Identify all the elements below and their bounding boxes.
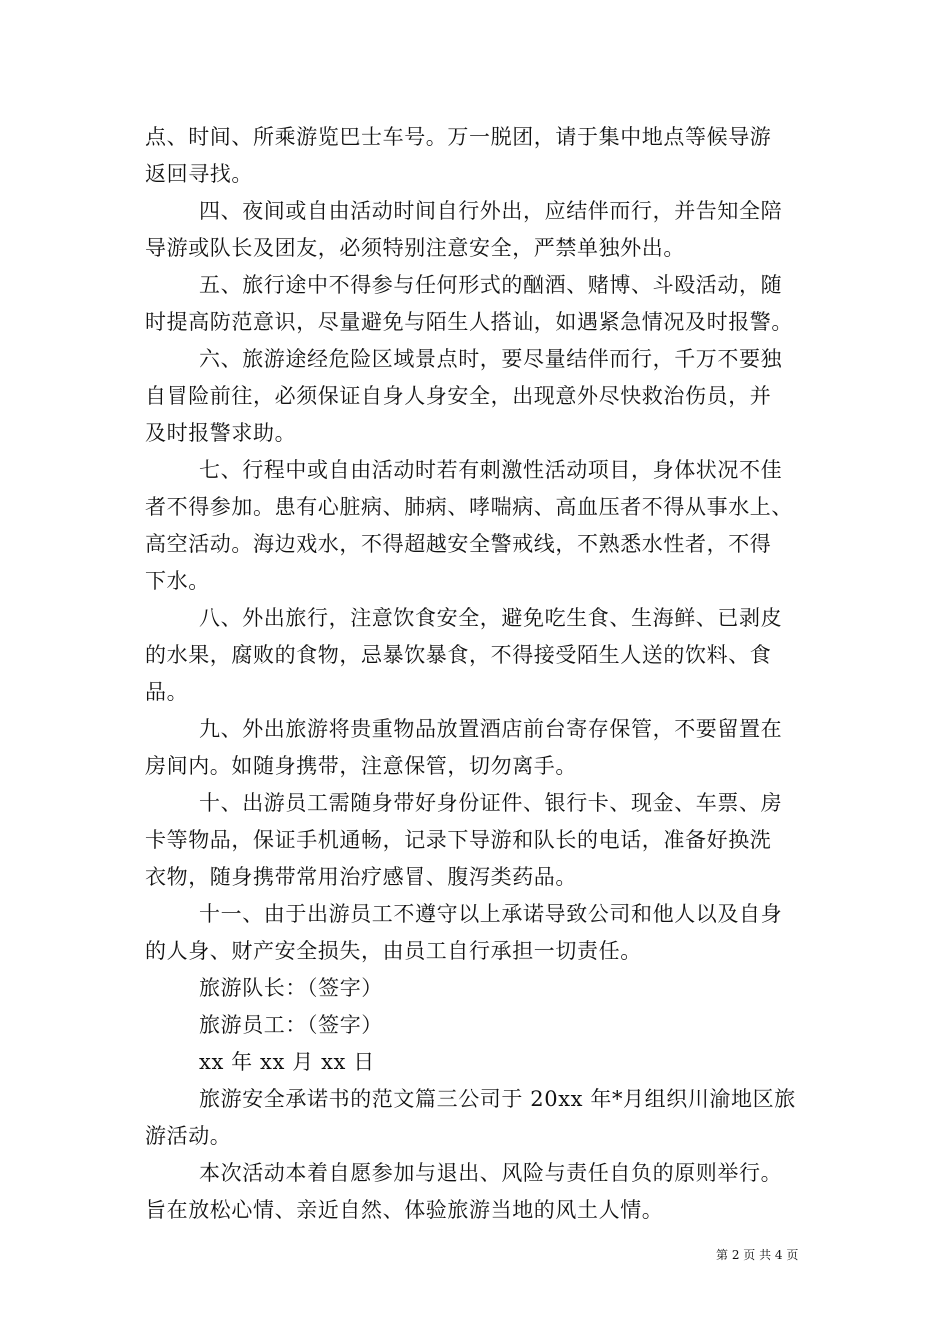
text-line: 导游或队长及团友，必须特别注意安全，严禁单独外出。 [145, 236, 685, 260]
text-line: 衣物，随身携带常用治疗感冒、腹泻类药品。 [145, 865, 577, 889]
text-line: 的人身、财产安全损失，由员工自行承担一切责任。 [145, 939, 642, 963]
signature-line-leader: 旅游队长：（签字） [199, 976, 383, 1000]
text-line: 高空活动。海边戏水，不得超越安全警戒线，不熟悉水性者，不得 [145, 532, 772, 556]
text-line: 时提高防范意识，尽量避免与陌生人搭讪，如遇紧急情况及时报警。 [145, 310, 793, 334]
text-line: 四、夜间或自由活动时间自行外出，应结伴而行，并告知全陪 [199, 199, 783, 223]
signature-line-employee: 旅游员工：（签字） [199, 1013, 383, 1037]
text-line: 者不得参加。患有心脏病、肺病、哮喘病、高血压者不得从事水上、 [145, 495, 793, 519]
text-line: 卡等物品，保证手机通畅，记录下导游和队长的电话，准备好换洗 [145, 828, 772, 852]
text-line: 点、时间、所乘游览巴士车号。万一脱团，请于集中地点等候导游 [145, 125, 772, 149]
text-line: 九、外出旅游将贵重物品放置酒店前台寄存保管，不要留置在 [199, 717, 783, 741]
text-line: 返回寻找。 [145, 162, 253, 186]
text-line: 七、行程中或自由活动时若有刺激性活动项目，身体状况不佳 [199, 458, 783, 482]
text-line: 及时报警求助。 [145, 421, 297, 445]
page-number: 第 2 页 共 4 页 [716, 1248, 799, 1262]
text-line: 旨在放松心情、亲近自然、体验旅游当地的风土人情。 [145, 1198, 664, 1222]
text-line: 五、旅行途中不得参与任何形式的酗酒、赌博、斗殴活动，随 [199, 273, 783, 297]
text-line: 旅游安全承诺书的范文篇三公司于 20xx 年*月组织川渝地区旅 [199, 1087, 796, 1111]
text-line: 本次活动本着自愿参加与退出、风险与责任自负的原则举行。 [199, 1161, 783, 1185]
text-line: 游活动。 [145, 1124, 232, 1148]
text-line: 十、出游员工需随身带好身份证件、银行卡、现金、车票、房 [199, 791, 783, 815]
text-line: 房间内。如随身携带，注意保管，切勿离手。 [145, 754, 577, 778]
text-line: 下水。 [145, 569, 210, 593]
text-line: 品。 [145, 680, 189, 704]
document-body [145, 119, 812, 1229]
date-line: xx 年 xx 月 xx 日 [199, 1050, 375, 1074]
text-line: 六、旅游途经危险区域景点时，要尽量结伴而行，千万不要独 [199, 347, 783, 371]
text-line: 自冒险前往，必须保证自身人身安全，出现意外尽快救治伤员，并 [145, 384, 772, 408]
text-line: 八、外出旅行，注意饮食安全，避免吃生食、生海鲜、已剥皮 [199, 606, 783, 630]
text-line: 的水果，腐败的食物，忌暴饮暴食，不得接受陌生人送的饮料、食 [145, 643, 772, 667]
text-line: 十一、由于出游员工不遵守以上承诺导致公司和他人以及自身 [199, 902, 783, 926]
